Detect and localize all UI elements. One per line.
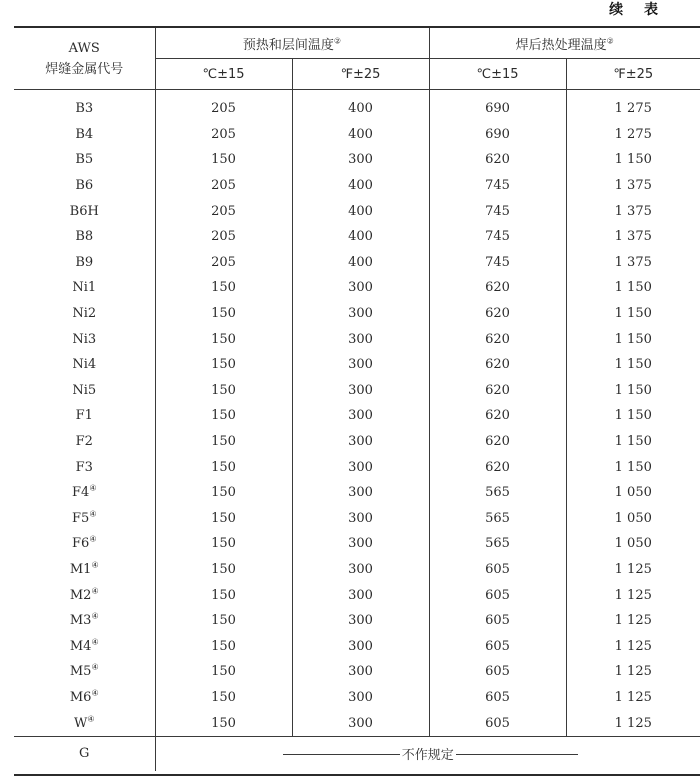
- table-row: [14, 557, 700, 583]
- cell-pwht-celsius: 620: [429, 301, 566, 327]
- cell-weld-metal-code: [14, 710, 155, 736]
- cell-preheat-celsius: 205: [155, 250, 292, 276]
- table-row: [14, 531, 700, 557]
- cell-weld-metal-code: [14, 506, 155, 532]
- cell-weld-metal-code: [14, 352, 155, 378]
- temperature-table: [14, 28, 700, 771]
- cell-pwht-celsius: 620: [429, 326, 566, 352]
- cell-pwht-celsius: 745: [429, 198, 566, 224]
- table-row: [14, 250, 700, 276]
- cell-pwht-fahrenheit: 1 150: [614, 280, 652, 296]
- cell-pwht-celsius: 745: [429, 224, 566, 250]
- cell-pwht-celsius: 605: [429, 633, 566, 659]
- table-row: [14, 403, 700, 429]
- table-row: [14, 173, 700, 199]
- weld-metal-code: M4: [69, 638, 92, 654]
- cell-weld-metal-code: [14, 250, 155, 276]
- footnote-marker: ④: [91, 586, 99, 596]
- header-preheat-celsius: ℃±15: [155, 59, 292, 90]
- cell-preheat-fahrenheit: 300: [292, 275, 429, 301]
- weld-metal-code: M2: [69, 587, 92, 603]
- cell-pwht-fahrenheit: 1 375: [614, 254, 652, 270]
- table-row: [14, 659, 700, 685]
- footnote-marker: ④: [89, 483, 97, 493]
- cell-weld-metal-code: [14, 224, 155, 250]
- table-row: [14, 582, 700, 608]
- table-row: [14, 122, 700, 148]
- cell-pwht-fahrenheit: 1 150: [614, 382, 652, 398]
- cell-preheat-celsius: 150: [155, 531, 292, 557]
- cell-preheat-celsius: 150: [155, 608, 292, 634]
- weld-metal-code: Ni4: [72, 357, 97, 373]
- cell-preheat-fahrenheit: 300: [292, 633, 429, 659]
- cell-weld-metal-code: [14, 122, 155, 148]
- weld-metal-code: Ni5: [72, 382, 97, 398]
- cell-pwht-fahrenheit: 1 125: [614, 689, 652, 705]
- cell-weld-metal-code: [14, 454, 155, 480]
- table-row: [14, 633, 700, 659]
- cell-pwht-celsius: 620: [429, 352, 566, 378]
- cell-weld-metal-code: [14, 557, 155, 583]
- weld-metal-code: F3: [75, 459, 93, 475]
- table-row: [14, 198, 700, 224]
- cell-preheat-celsius: 150: [155, 352, 292, 378]
- weld-metal-code: Ni2: [72, 306, 97, 322]
- cell-preheat-celsius: 150: [155, 403, 292, 429]
- header-preheat-group: [155, 28, 429, 59]
- table-header: [14, 28, 700, 90]
- table-row: [14, 506, 700, 532]
- cell-pwht-fahrenheit: 1 050: [614, 485, 652, 501]
- header-preheat-label: 预热和层间温度: [242, 37, 334, 53]
- cell-preheat-fahrenheit: 300: [292, 557, 429, 583]
- cell-preheat-celsius: 150: [155, 326, 292, 352]
- cell-preheat-celsius: 150: [155, 378, 292, 404]
- cell-preheat-fahrenheit: 300: [292, 326, 429, 352]
- table-row: [14, 147, 700, 173]
- cell-preheat-fahrenheit: 300: [292, 480, 429, 506]
- header-pwht-label: 焊后热处理温度: [515, 37, 607, 53]
- cell-preheat-fahrenheit: 300: [292, 659, 429, 685]
- cell-preheat-celsius: 150: [155, 275, 292, 301]
- cell-preheat-fahrenheit: 400: [292, 224, 429, 250]
- cell-pwht-celsius: 620: [429, 429, 566, 455]
- cell-pwht-celsius: 605: [429, 659, 566, 685]
- table-body: [14, 90, 700, 771]
- table-row: [14, 352, 700, 378]
- cell-pwht-fahrenheit: 1 050: [614, 510, 652, 526]
- table-row: [14, 301, 700, 327]
- cell-weld-metal-code: [14, 685, 155, 711]
- cell-pwht-celsius: 605: [429, 710, 566, 736]
- table-row: [14, 685, 700, 711]
- header-preheat-fahrenheit: ℉±25: [292, 59, 429, 90]
- cell-pwht-celsius: 565: [429, 506, 566, 532]
- weld-metal-code: Ni1: [72, 280, 97, 296]
- cell-preheat-celsius: 205: [155, 198, 292, 224]
- cell-preheat-celsius: 150: [155, 659, 292, 685]
- cell-preheat-fahrenheit: 300: [292, 147, 429, 173]
- cell-preheat-celsius: 150: [155, 480, 292, 506]
- cell-preheat-celsius: 205: [155, 173, 292, 199]
- cell-pwht-fahrenheit: 1 125: [614, 664, 652, 680]
- cell-preheat-fahrenheit: 400: [292, 96, 429, 122]
- cell-preheat-fahrenheit: 400: [292, 198, 429, 224]
- cell-pwht-fahrenheit: 1 150: [614, 459, 652, 475]
- cell-pwht-celsius: 690: [429, 96, 566, 122]
- cell-pwht-celsius: 690: [429, 122, 566, 148]
- cell-pwht-celsius: 565: [429, 531, 566, 557]
- cell-preheat-celsius: 205: [155, 122, 292, 148]
- cell-weld-metal-code: [14, 582, 155, 608]
- cell-preheat-celsius: 150: [155, 301, 292, 327]
- table-row: [14, 429, 700, 455]
- cell-pwht-fahrenheit: 1 125: [614, 613, 652, 629]
- cell-preheat-fahrenheit: 300: [292, 506, 429, 532]
- weld-metal-code: M6: [69, 689, 92, 705]
- table-row: [14, 224, 700, 250]
- weld-metal-code: F6: [72, 536, 90, 552]
- weld-metal-code: M5: [69, 664, 92, 680]
- cell-preheat-fahrenheit: 300: [292, 301, 429, 327]
- cell-preheat-fahrenheit: 300: [292, 429, 429, 455]
- footnote-marker: ④: [91, 663, 99, 673]
- weld-metal-code: M1: [69, 561, 92, 577]
- cell-pwht-celsius: 605: [429, 582, 566, 608]
- cell-weld-metal-code: [14, 326, 155, 352]
- cell-pwht-fahrenheit: 1 150: [614, 306, 652, 322]
- table-row: [14, 480, 700, 506]
- cell-weld-metal-code: [14, 378, 155, 404]
- cell-preheat-celsius: 150: [155, 454, 292, 480]
- cell-pwht-celsius: 605: [429, 685, 566, 711]
- cell-preheat-fahrenheit: 300: [292, 352, 429, 378]
- cell-preheat-celsius: 150: [155, 582, 292, 608]
- cell-weld-metal-code: [14, 301, 155, 327]
- cell-weld-metal-code: [14, 403, 155, 429]
- header-pwht-fahrenheit: ℉±25: [566, 59, 700, 90]
- table-row: [14, 378, 700, 404]
- cell-weld-metal-code: [14, 198, 155, 224]
- cell-preheat-fahrenheit: 400: [292, 250, 429, 276]
- cell-pwht-celsius: 605: [429, 557, 566, 583]
- footnote-marker: ④: [91, 688, 99, 698]
- cell-pwht-fahrenheit: 1 125: [614, 715, 652, 731]
- cell-pwht-fahrenheit: 1 150: [614, 408, 652, 424]
- cell-preheat-fahrenheit: 400: [292, 122, 429, 148]
- cell-preheat-fahrenheit: 300: [292, 710, 429, 736]
- cell-weld-metal-code: [14, 633, 155, 659]
- cell-weld-metal-code: [14, 659, 155, 685]
- cell-pwht-fahrenheit: 1 125: [614, 561, 652, 577]
- cell-weld-metal-code: [14, 480, 155, 506]
- weld-metal-code: F5: [72, 510, 90, 526]
- cell-weld-metal-code: [14, 147, 155, 173]
- header-preheat-note: ②: [333, 36, 342, 46]
- cell-pwht-fahrenheit: 1 275: [614, 126, 652, 142]
- weld-metal-code: F4: [72, 485, 90, 501]
- footnote-marker: ④: [87, 714, 95, 724]
- cell-weld-metal-code: [14, 608, 155, 634]
- cell-pwht-celsius: 620: [429, 275, 566, 301]
- cell-pwht-fahrenheit: 1 275: [614, 101, 652, 117]
- weld-metal-code: F2: [75, 434, 93, 450]
- weld-metal-code: B4: [75, 126, 94, 142]
- cell-pwht-fahrenheit: 1 375: [614, 229, 652, 245]
- cell-preheat-celsius: 205: [155, 224, 292, 250]
- cell-pwht-celsius: 620: [429, 454, 566, 480]
- continued-label: 续 表: [609, 2, 666, 18]
- cell-pwht-celsius: 745: [429, 250, 566, 276]
- header-pwht-group: [429, 28, 700, 59]
- cell-preheat-fahrenheit: 300: [292, 378, 429, 404]
- cell-weld-metal-code: G: [14, 736, 155, 771]
- header-weld-metal-code: [14, 28, 155, 90]
- cell-pwht-fahrenheit: 1 150: [614, 331, 652, 347]
- cell-preheat-fahrenheit: 300: [292, 531, 429, 557]
- cell-pwht-fahrenheit: 1 125: [614, 587, 652, 603]
- footnote-marker: ④: [89, 535, 97, 545]
- cell-pwht-celsius: 745: [429, 173, 566, 199]
- header-pwht-celsius: ℃±15: [429, 59, 566, 90]
- weld-metal-code: W: [73, 715, 88, 731]
- table-row: [14, 96, 700, 122]
- cell-not-specified: [155, 736, 700, 771]
- cell-preheat-fahrenheit: 300: [292, 582, 429, 608]
- cell-pwht-celsius: 605: [429, 608, 566, 634]
- cell-preheat-celsius: 150: [155, 506, 292, 532]
- cell-pwht-fahrenheit: 1 375: [614, 178, 652, 194]
- cell-weld-metal-code: [14, 531, 155, 557]
- cell-preheat-fahrenheit: 300: [292, 403, 429, 429]
- cell-weld-metal-code: [14, 96, 155, 122]
- weld-metal-code: M3: [69, 613, 92, 629]
- cell-preheat-fahrenheit: 400: [292, 173, 429, 199]
- weld-metal-code: B3: [75, 101, 94, 117]
- cell-pwht-fahrenheit: 1 375: [614, 203, 652, 219]
- weld-metal-code: B9: [75, 254, 94, 270]
- weld-metal-code: B8: [75, 229, 94, 245]
- cell-pwht-fahrenheit: 1 150: [614, 357, 652, 373]
- footnote-marker: ④: [91, 637, 99, 647]
- cell-pwht-fahrenheit: 1 150: [614, 434, 652, 450]
- cell-pwht-celsius: 565: [429, 480, 566, 506]
- not-specified-text: 不作规定: [400, 744, 456, 763]
- cell-preheat-celsius: 205: [155, 96, 292, 122]
- cell-preheat-celsius: 150: [155, 633, 292, 659]
- cell-preheat-celsius: 150: [155, 685, 292, 711]
- cell-preheat-celsius: 150: [155, 557, 292, 583]
- cell-preheat-celsius: 150: [155, 429, 292, 455]
- footnote-marker: ④: [91, 560, 99, 570]
- cell-preheat-fahrenheit: 300: [292, 608, 429, 634]
- header-weld-metal-label: 焊缝金属代号: [45, 61, 124, 77]
- weld-metal-code: B5: [75, 152, 94, 168]
- cell-preheat-celsius: 150: [155, 147, 292, 173]
- weld-metal-code: B6: [75, 178, 94, 194]
- table-row-not-specified: [14, 736, 700, 771]
- footnote-marker: ④: [89, 509, 97, 519]
- cell-weld-metal-code: [14, 275, 155, 301]
- cell-pwht-celsius: 620: [429, 403, 566, 429]
- weld-metal-code: Ni3: [72, 331, 97, 347]
- footnote-marker: ④: [91, 611, 99, 621]
- cell-pwht-celsius: 620: [429, 147, 566, 173]
- table-row: [14, 275, 700, 301]
- cell-pwht-fahrenheit: 1 050: [614, 536, 652, 552]
- cell-pwht-celsius: 620: [429, 378, 566, 404]
- header-aws-label: AWS: [68, 40, 100, 56]
- weld-metal-code: F1: [75, 408, 93, 424]
- table-row: [14, 710, 700, 736]
- weld-metal-code: B6H: [69, 203, 99, 219]
- cell-weld-metal-code: [14, 173, 155, 199]
- cell-pwht-fahrenheit: 1 150: [614, 152, 652, 168]
- table-row: [14, 608, 700, 634]
- table-row: [14, 454, 700, 480]
- header-pwht-note: ②: [606, 36, 614, 46]
- cell-preheat-celsius: 150: [155, 710, 292, 736]
- cell-preheat-fahrenheit: 300: [292, 685, 429, 711]
- cell-preheat-fahrenheit: 300: [292, 454, 429, 480]
- table-row: [14, 326, 700, 352]
- cell-weld-metal-code: [14, 429, 155, 455]
- cell-pwht-fahrenheit: 1 125: [614, 638, 652, 654]
- temperature-table-frame: [14, 26, 700, 776]
